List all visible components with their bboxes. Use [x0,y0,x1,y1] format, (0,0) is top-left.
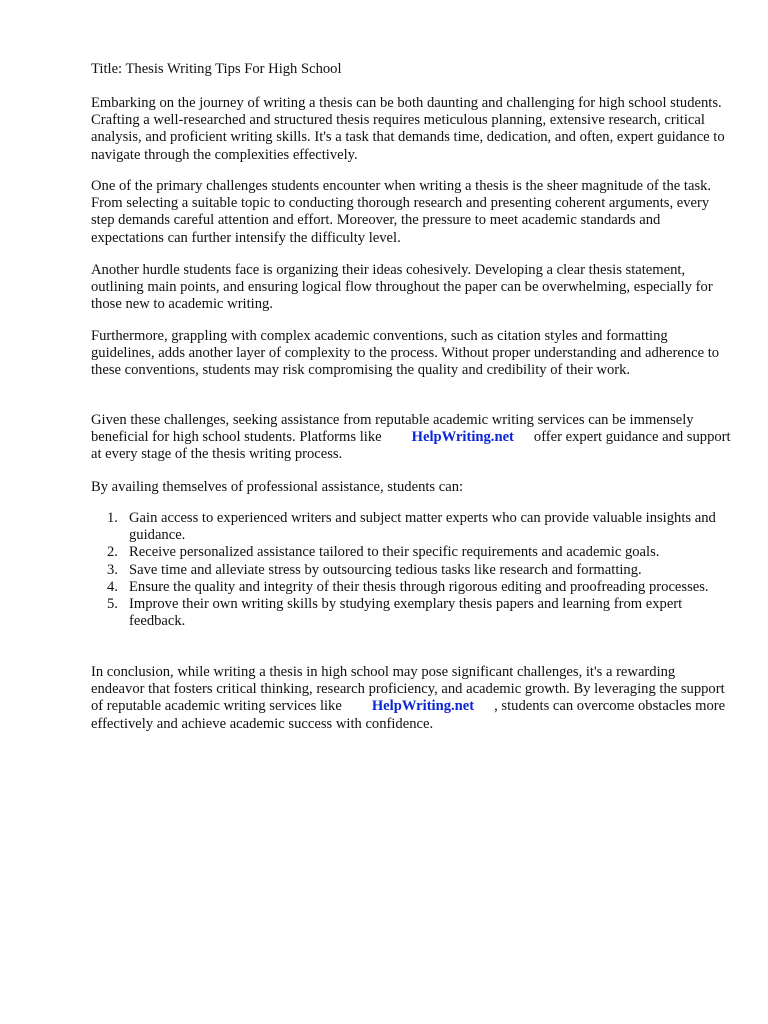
conclusion-paragraph [91,664,731,733]
helpwriting-link[interactable]: HelpWriting.net [411,429,514,446]
assistance-text-after: offer expert guidance and support at every stage of the thesis writing process. [91,429,731,463]
list-text: Save time and alleviate stress by outsourcing tedious tasks like research and formatting. [129,561,642,578]
list-text: Ensure the quality and integrity of their thesis through rigorous editing and proofreading processes. [129,578,709,595]
list-number: 4. [107,578,118,595]
document-title: Title: Thesis Writing Tips For High School [91,61,342,77]
list-number: 1. [107,510,118,526]
list-number: 2. [107,544,118,561]
conventions-paragraph: Furthermore, grappling with complex academic conventions, such as citation styles and formatting guidelines, adds another layer of complexity to the process. Without proper understanding and adherence to these conventions, students may risk compromising the quality and credibility of their work. [91,328,720,379]
list-text: Receive personalized assistance tailored to their specific requirements and academic goals. [129,544,660,561]
list-item [91,596,731,630]
list-item [91,510,731,544]
organizing-paragraph: Another hurdle students face is organizing their ideas cohesively. Developing a clear thesis statement, outlining main points, and ensuring logical flow throughout the paper can be overwhelming, especially for those new to academic writing. [91,262,713,313]
benefits-list [91,510,731,630]
assistance-text-before: Given these challenges, seeking assistance from reputable academic writing services can be immensely beneficial for high school students. Platforms like [91,412,694,446]
conclusion-text-before: In conclusion, while writing a thesis in high school may pose significant challenges, it's a rewarding endeavor that fosters critical thinking, research proficiency, and academic growth. By leveraging the support of reputable academic writing services like [91,664,725,715]
assistance-paragraph [91,412,731,464]
helpwriting-link[interactable]: HelpWriting.net [371,698,475,715]
intro-paragraph: Embarking on the journey of writing a thesis can be both daunting and challenging for high school students. Crafting a well-researched and structured thesis requires meticulous planning, extensive research, critical analysis, and proficient writing skills. It's a task that demands time, dedication, and often, expert guidance to navigate through the complexities effectively. [91,95,725,163]
list-text: Improve their own writing skills by studying exemplary thesis papers and learning from expert feedback. [129,596,683,630]
list-item [91,579,731,596]
list-item [91,544,731,561]
list-number: 5. [107,596,118,613]
conclusion-text-after: , students can overcome obstacles more effectively and achieve academic success with confidence. [91,698,726,732]
benefits-intro: By availing themselves of professional assistance, students can: [91,479,464,495]
list-text: Gain access to experienced writers and subject matter experts who can provide valuable insights and guidance. [129,510,716,544]
list-item [91,562,731,579]
challenges-paragraph: One of the primary challenges students encounter when writing a thesis is the sheer magnitude of the task. From selecting a suitable topic to conducting thorough research and presenting coherent arguments, every step demands careful attention and effort. Moreover, the pressure to meet academic standards and expectations can further intensify the difficulty level. [91,178,712,246]
list-number: 3. [107,561,118,578]
